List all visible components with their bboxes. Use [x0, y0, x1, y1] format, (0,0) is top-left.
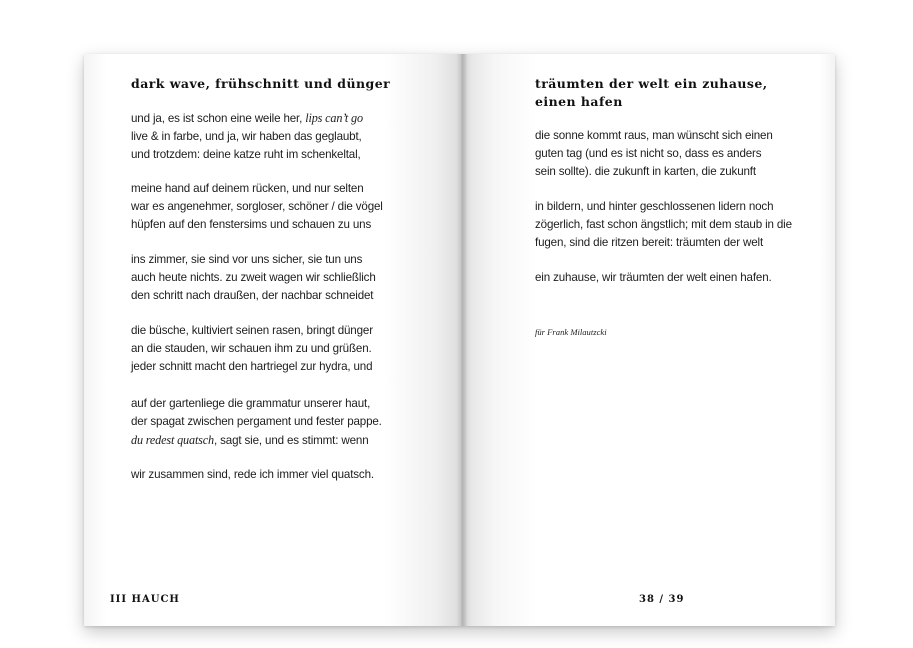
- poem-line: wir zusammen sind, rede ich immer viel quatsch.: [131, 468, 374, 481]
- poem-stanza: [131, 395, 382, 450]
- poem-title-right: träumten der welt ein zuhause, einen hafen: [535, 76, 768, 109]
- poem-stanza: [131, 322, 373, 376]
- poem-line: zögerlich, fast schon ängstlich; mit dem staub in die: [535, 218, 792, 231]
- poem-stanza: [131, 109, 363, 164]
- poem-line: auch heute nichts. zu zweit wagen wir schließlich: [131, 271, 376, 284]
- poem-stanza: [131, 466, 374, 484]
- poem-stanza: [131, 251, 376, 305]
- poem-stanza: [535, 198, 792, 252]
- poem-line: auf der gartenliege die grammatur unserer haut,: [131, 397, 371, 410]
- poem-stanza: [131, 180, 383, 234]
- poem-line: an die stauden, wir schauen ihm zu und grüßen.: [131, 342, 372, 355]
- poem-line: fugen, sind die ritzen bereit: träumten der welt: [535, 236, 764, 249]
- poem-stanza: [535, 269, 772, 287]
- left-page: [84, 54, 461, 626]
- poem-line: live & in farbe, und ja, wir haben das geglaubt,: [131, 130, 362, 143]
- poem-line: du redest quatsch, sagt sie, und es stimmt: wenn: [131, 433, 369, 447]
- dedication: für Frank Milautzcki: [535, 327, 607, 337]
- right-page: [461, 54, 835, 626]
- poem-line: ins zimmer, sie sind vor uns sicher, sie tun uns: [131, 253, 363, 266]
- poem-line: war es angenehmer, sorgloser, schöner / die vögel: [131, 200, 383, 213]
- poem-line: ein zuhause, wir träumten der welt einen hafen.: [535, 271, 772, 284]
- poem-line: der spagat zwischen pergament und fester pappe.: [131, 415, 382, 428]
- book-spread: [84, 54, 835, 626]
- poem-line: hüpfen auf den fenstersims und schauen zu uns: [131, 218, 372, 231]
- poem-line: die büsche, kultiviert seinen rasen, bringt dünger: [131, 324, 373, 337]
- poem-line: jeder schnitt macht den hartriegel zur hydra, und: [131, 360, 373, 373]
- book-gutter: [456, 54, 468, 626]
- poem-line: in bildern, und hinter geschlossenen lidern noch: [535, 200, 774, 213]
- poem-line: sein sollte). die zukunft in karten, die zukunft: [535, 165, 756, 178]
- poem-line: und trotzdem: deine katze ruht im schenkeltal,: [131, 148, 361, 161]
- section-footer: III HAUCH: [110, 594, 180, 605]
- poem-stanza: [535, 127, 773, 181]
- page-numbers: 38 / 39: [639, 594, 685, 605]
- poem-line: meine hand auf deinem rücken, und nur selten: [131, 182, 364, 195]
- poem-line: und ja, es ist schon eine weile her, lips can’t go: [131, 111, 363, 125]
- poem-line: die sonne kommt raus, man wünscht sich einen: [535, 129, 773, 142]
- poem-line: guten tag (und es ist nicht so, dass es anders: [535, 147, 762, 160]
- poem-title-left: dark wave, frühschnitt und dünger: [131, 76, 391, 91]
- poem-line: den schritt nach draußen, der nachbar schneidet: [131, 289, 374, 302]
